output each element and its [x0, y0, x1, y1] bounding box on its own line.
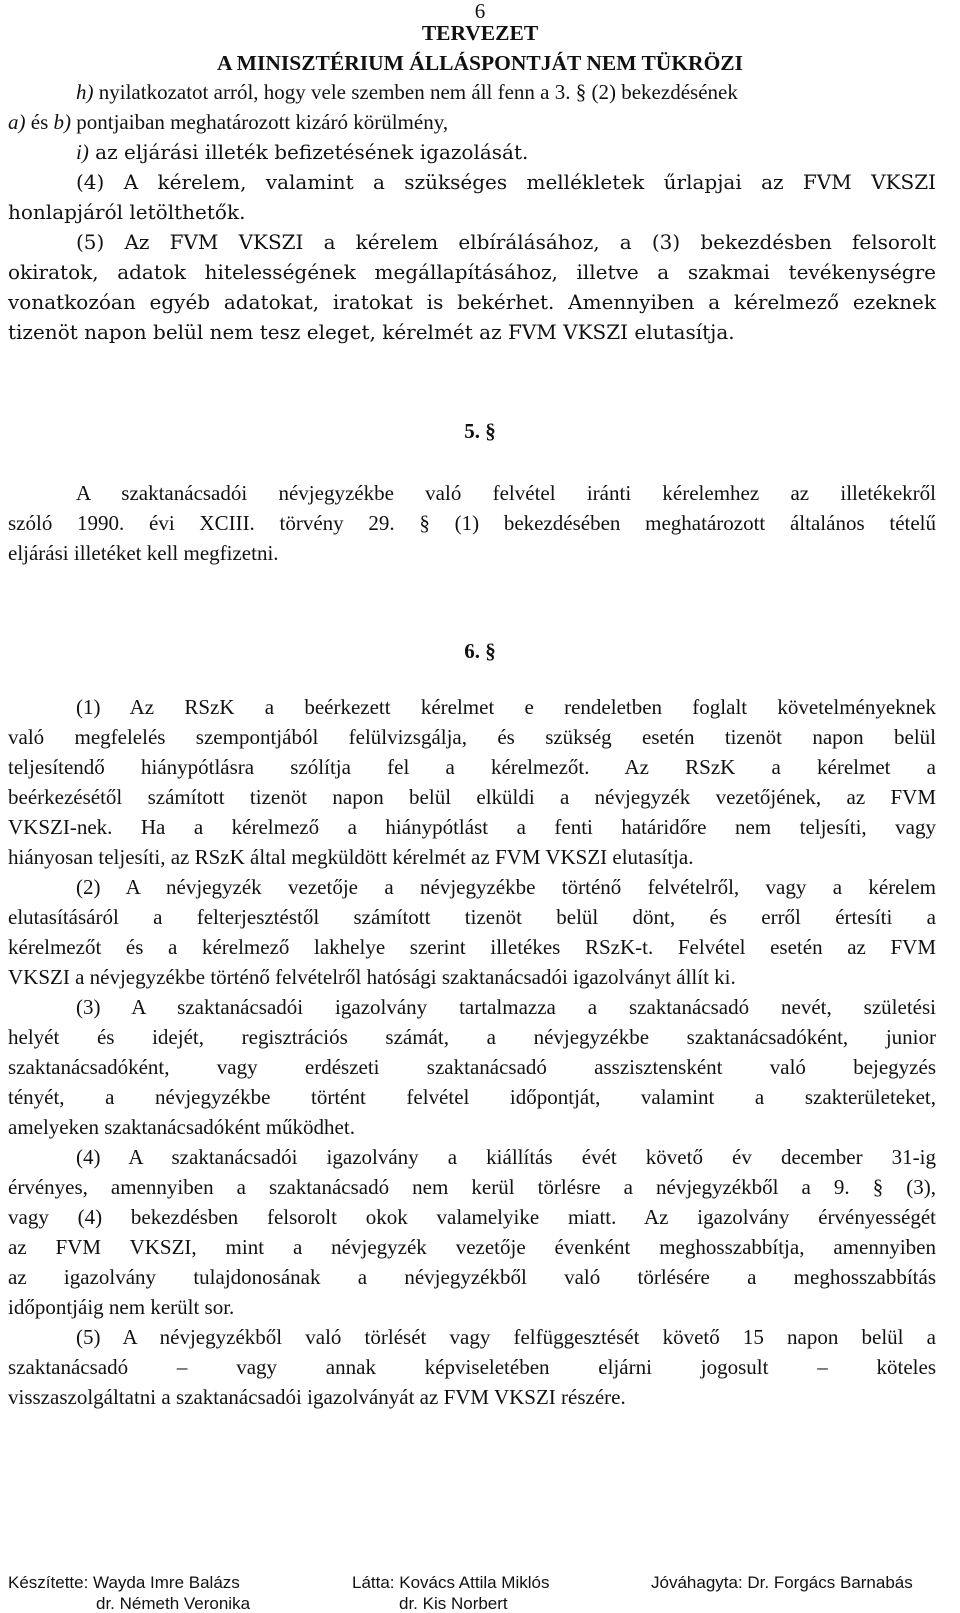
text-line: tényét, a névjegyzékbe történt felvétel időpontját, valamint a szakterületeket,	[8, 1085, 936, 1109]
draft-heading: TERVEZET	[421, 21, 539, 45]
text-line: beérkezésétől számított tizenöt napon belül elküldi a névjegyzék vezetőjének, az FVM	[8, 785, 936, 809]
text-line: kérelmezőt és a kérelmező lakhelye szerint illetékes RSzK-t. Felvétel esetén az FVM	[8, 935, 936, 959]
text-line: h) nyilatkozatot arról, hogy vele szemben nem áll fenn a 3. § (2) bekezdésének	[76, 80, 738, 104]
text-line: VKSZI a névjegyzékbe történő felvételről hatósági szaktanácsadói igazolványt állít ki.	[8, 965, 736, 989]
text-line: teljesítendő hiánypótlásra szólítja fel a kérelmezőt. Az RSzK a kérelmet a	[8, 755, 936, 779]
text-line: okiratok, adatok hitelességének megállapításához, illetve a szakmai tevékenységre	[8, 260, 936, 284]
footer-reviewed-by-2: dr. Kis Norbert	[399, 1594, 508, 1613]
text-line: vagy (4) bekezdésben felsorolt okok valamelyike miatt. Az igazolvány érvényességét	[8, 1205, 936, 1229]
text-line: a) és b) pontjaiban meghatározott kizáró körülmény,	[8, 110, 449, 134]
section-heading: 5. §	[464, 419, 496, 443]
text-line: érvényes, amennyiben a szaktanácsadó nem kerül törlésre a névjegyzékből a 9. § (3),	[8, 1175, 936, 1199]
text-line: szaktanácsadó – vagy annak képviseletében eljárni jogosult – köteles	[8, 1355, 936, 1379]
text-line: helyét és idejét, regisztrációs számát, a névjegyzékbe szaktanácsadóként, junior	[8, 1025, 936, 1049]
footer-prepared-by-2: dr. Németh Veronika	[96, 1594, 251, 1613]
text-line: elutasításáról a felterjesztéstől számított tizenöt belül dönt, és erről értesíti a	[8, 905, 936, 929]
text-line: visszaszolgáltatni a szaktanácsadói igazolványát az FVM VKSZI részére.	[8, 1385, 626, 1409]
text-line: az FVM VKSZI, mint a névjegyzék vezetője évenként meghosszabbítja, amennyiben	[8, 1235, 936, 1259]
page-number: 6	[474, 0, 486, 23]
text-line: A szaktanácsadói névjegyzékbe való felvétel iránti kérelemhez az illetékekről	[76, 481, 936, 505]
text-line: való megfelelés szempontjából felülvizsgálja, és szükség esetén tizenöt napon belül	[8, 725, 936, 749]
section-heading: 6. §	[464, 639, 496, 663]
text-line: (4) A szaktanácsadói igazolvány a kiállítás évét követő év december 31-ig	[76, 1145, 936, 1169]
text-line: szaktanácsadóként, vagy erdészeti szaktanácsadó asszisztensként való bejegyzés	[8, 1055, 936, 1079]
text-line: eljárási illetéket kell megfizetni.	[8, 541, 279, 565]
text-line: vonatkozóan egyéb adatokat, iratokat is bekérhet. Amennyiben a kérelmező ezeknek	[8, 290, 936, 314]
text-line: (5) A névjegyzékből való törlését vagy felfüggesztését követő 15 napon belül a	[76, 1325, 936, 1349]
disclaimer-heading: A MINISZTÉRIUM ÁLLÁSPONTJÁT NEM TÜKRÖZI	[216, 51, 744, 75]
text-line: VKSZI-nek. Ha a kérelmező a hiánypótlást a fenti határidőre nem teljesíti, vagy	[8, 815, 936, 839]
text-line: amelyeken szaktanácsadóként működhet.	[8, 1115, 355, 1139]
text-line: honlapjáról letölthetők.	[8, 200, 246, 224]
text-line: (2) A névjegyzék vezetője a névjegyzékbe történő felvételről, vagy a kérelem	[76, 875, 936, 899]
text-line: az igazolvány tulajdonosának a névjegyzékből való törlésére a meghosszabbítás	[8, 1265, 936, 1289]
text-line: időpontjáig nem került sor.	[8, 1295, 235, 1319]
text-line: (4) A kérelem, valamint a szükséges mellékletek űrlapjai az FVM VKSZI	[76, 170, 936, 194]
text-line: (1) Az RSzK a beérkezett kérelmet e rendeletben foglalt követelményeknek	[76, 695, 936, 719]
text-line: szóló 1990. évi XCIII. törvény 29. § (1) bekezdésében meghatározott általános tételű	[8, 511, 936, 535]
footer-approved-by: Jóváhagyta: Dr. Forgács Barnabás	[651, 1573, 913, 1592]
text-line: (5) Az FVM VKSZI a kérelem elbírálásához, a (3) bekezdésben felsorolt	[76, 230, 936, 254]
footer-reviewed-by: Látta: Kovács Attila Miklós	[352, 1573, 550, 1592]
text-line: tizenöt napon belül nem tesz eleget, kérelmét az FVM VKSZI elutasítja.	[8, 320, 735, 344]
text-line: hiányosan teljesíti, az RSzK által megküldött kérelmét az FVM VKSZI elutasítja.	[8, 845, 694, 869]
text-line: (3) A szaktanácsadói igazolvány tartalmazza a szaktanácsadó nevét, születési	[76, 995, 936, 1019]
text-line: i) az eljárási illeték befizetésének igazolását.	[76, 140, 529, 164]
footer-prepared-by: Készítette: Wayda Imre Balázs	[8, 1573, 240, 1592]
